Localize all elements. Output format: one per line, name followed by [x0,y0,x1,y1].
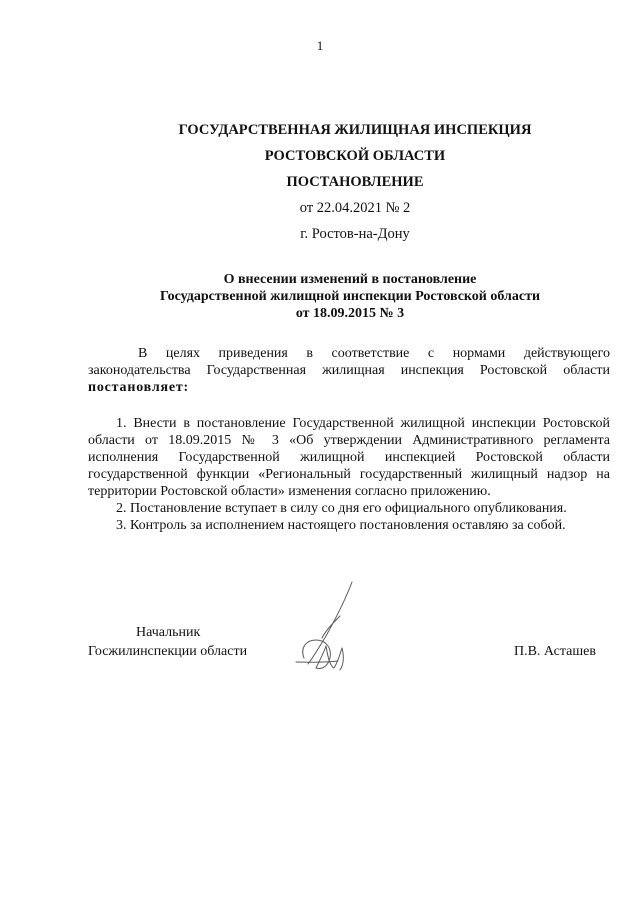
subject-line-2: Государственной жилищной инспекции Ростовской области [159,289,541,304]
signer-title-line-2: Госжилинспекции области [88,644,248,659]
document-body [88,345,610,534]
handwritten-signature [286,578,366,673]
decree-word: постановляет: [88,380,190,395]
document-date-number: от 22.04.2021 № 2 [299,200,411,216]
document-subject [0,271,640,322]
document-type: ПОСТАНОВЛЕНИЕ [286,174,424,190]
signer-name: П.В. Асташев [513,644,596,659]
preamble-text: В целях приведения в соответствие с нормами действующего законодательства Государственная жилищная инспекция Ростовской области [88,346,610,378]
decree-item-1: 1. Внести в постановление Государственной жилищной инспекции Ростовской области от 18.09.2015 № 3 «Об утверждении Административного регламента исполнения Государственной жилищной инспекцией Ростовской области государственной функции «Региональный государственный жилищный надзор на территории Ростовской области» изменения согласно приложению. [88,416,610,499]
organization-name-line-1: ГОСУДАРСТВЕННАЯ ЖИЛИЩНАЯ ИНСПЕКЦИЯ [178,122,532,138]
signer-title-line-1: Начальник [136,625,201,640]
document-place: г. Ростов-на-Дону [300,226,410,242]
organization-name-line-2: РОСТОВСКОЙ ОБЛАСТИ [264,148,446,164]
preamble-paragraph [88,345,610,396]
page-number: 1 [316,38,324,53]
decree-item-3: 3. Контроль за исполнением настоящего постановления оставляю за собой. [116,518,566,533]
decree-items-list [88,415,610,534]
decree-item-2: 2. Постановление вступает в силу со дня его официального опубликования. [116,501,567,516]
subject-line-3: от 18.09.2015 № 3 [295,306,405,321]
subject-line-1: О внесении изменений в постановление [223,272,477,287]
document-header [0,122,640,243]
